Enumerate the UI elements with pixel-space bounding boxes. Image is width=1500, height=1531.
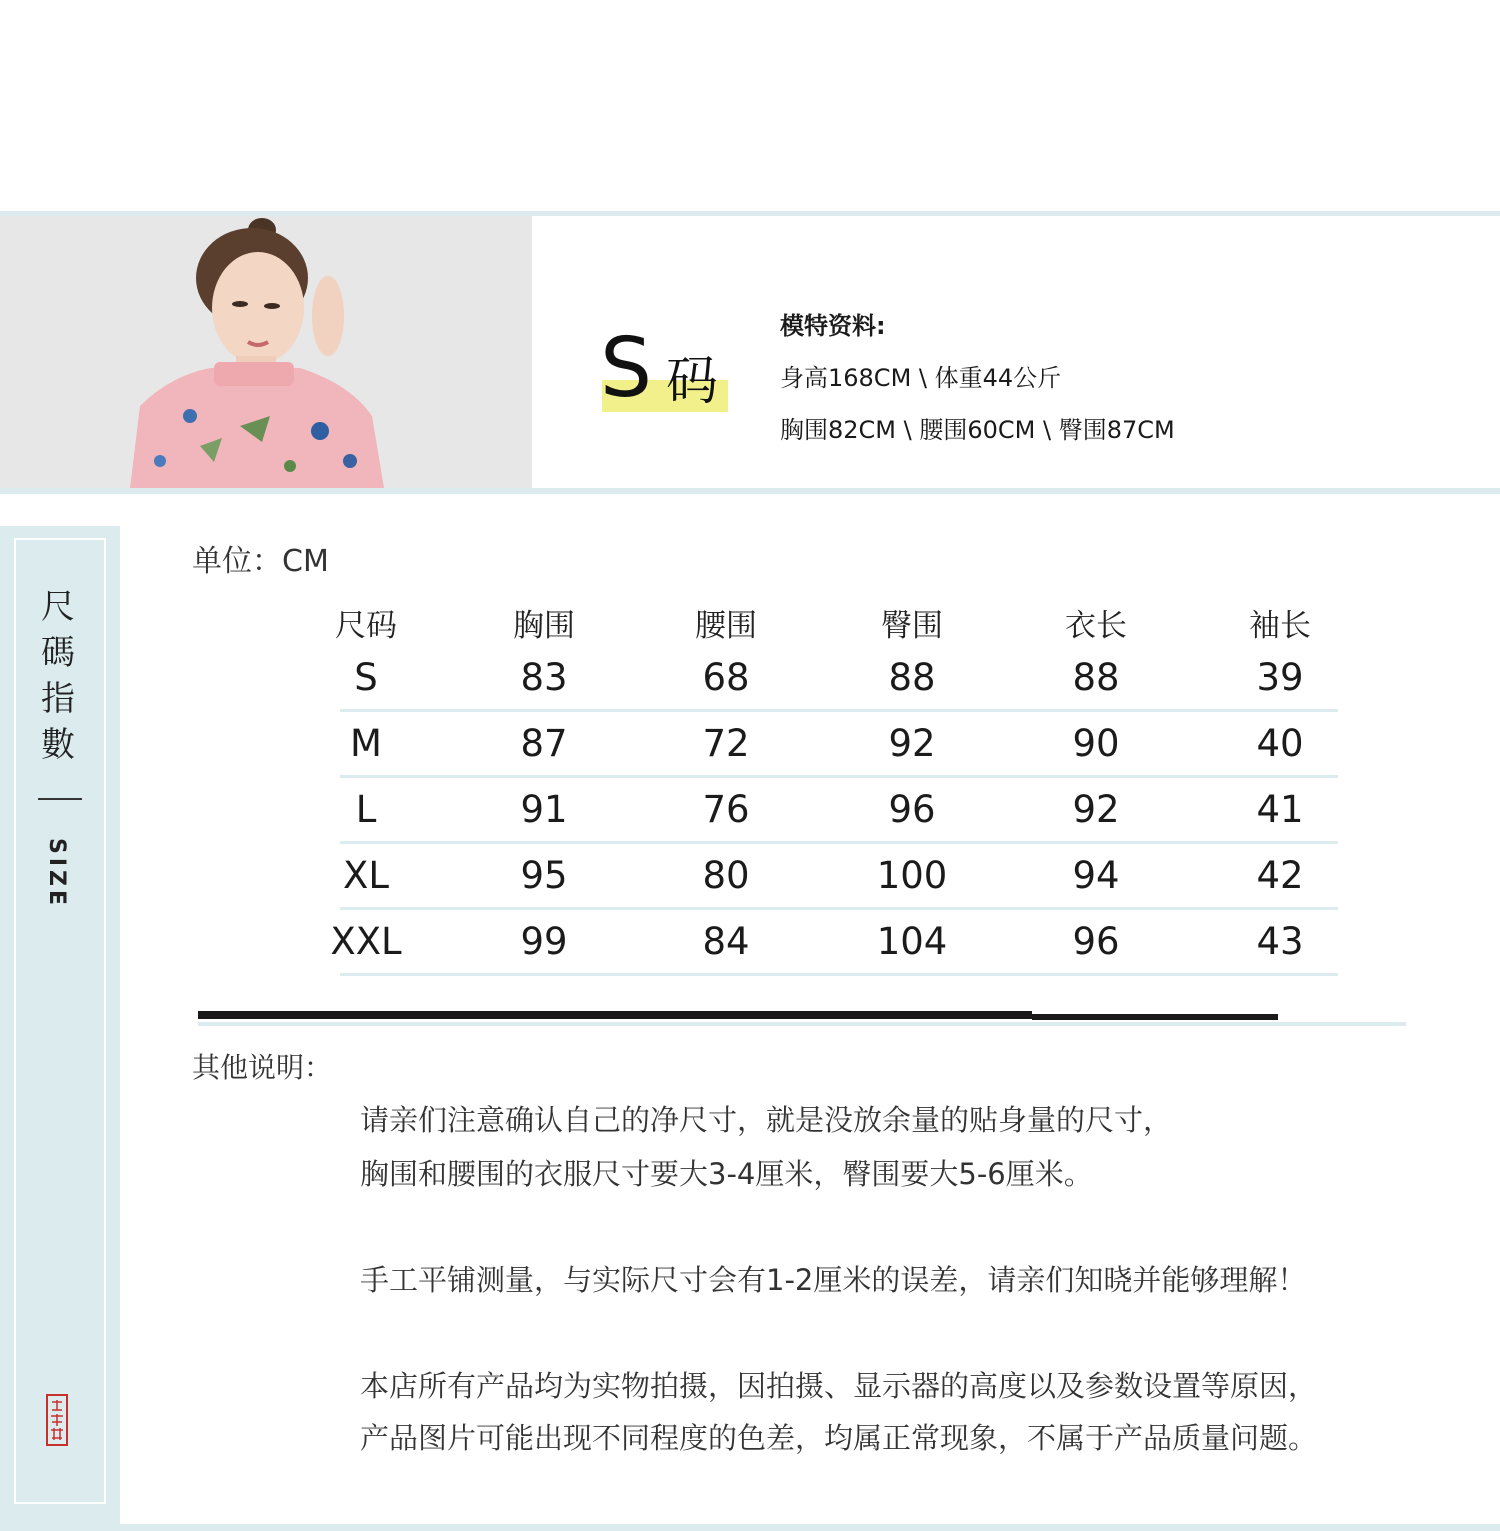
- table-bottom-rule: [198, 1011, 1032, 1019]
- cell-length: 94: [1072, 854, 1120, 897]
- cell-length: 90: [1072, 722, 1120, 765]
- table-bottom-rule-secondary: [1032, 1014, 1278, 1020]
- side-size-label: SIZE: [44, 838, 69, 910]
- header-waist: 腰围: [695, 608, 757, 644]
- note-line: 本店所有产品均为实物拍摄，因拍摄、显示器的高度以及参数设置等原因，: [360, 1369, 1318, 1403]
- cell-hip: 96: [888, 788, 936, 831]
- cell-hip: 100: [876, 854, 948, 897]
- side-dash: [38, 798, 82, 800]
- header-bust: 胸围: [513, 608, 575, 644]
- table-header: [296, 590, 1356, 650]
- cell-bust: 91: [520, 788, 568, 831]
- cell-sleeve: 43: [1256, 920, 1304, 963]
- side-panel: [0, 526, 120, 1524]
- table-row: [296, 646, 1356, 712]
- cell-sleeve: 41: [1256, 788, 1304, 831]
- side-title: 尺碼指數: [41, 587, 75, 765]
- row-divider: [340, 973, 1338, 976]
- cell-bust: 95: [520, 854, 568, 897]
- cell-bust: 99: [520, 920, 568, 963]
- seal-stamp: [46, 1394, 68, 1446]
- cell-waist: 80: [702, 854, 750, 897]
- header-sleeve: 袖长: [1249, 608, 1311, 644]
- table-row: [296, 778, 1356, 844]
- size-char: 码: [666, 352, 719, 412]
- cell-length: 92: [1072, 788, 1120, 831]
- model-info-title: 模特资料:: [780, 312, 886, 340]
- header-size: 尺码: [335, 608, 397, 644]
- size-badge: [600, 321, 740, 420]
- cell-hip: 92: [888, 722, 936, 765]
- seal-icon: [48, 1396, 66, 1444]
- note-line: 胸围和腰围的衣服尺寸要大3-4厘米，臀围要大5-6厘米。: [360, 1157, 1093, 1191]
- cell-size: L: [355, 788, 377, 831]
- table-row: [296, 844, 1356, 910]
- model-illustration: [0, 216, 532, 488]
- cell-size: XL: [343, 854, 389, 897]
- cell-waist: 68: [702, 656, 750, 699]
- cell-sleeve: 42: [1256, 854, 1304, 897]
- cell-waist: 76: [702, 788, 750, 831]
- header-length: 衣长: [1065, 608, 1127, 644]
- table-bottom-band: [198, 1022, 1406, 1026]
- cell-bust: 87: [520, 722, 568, 765]
- cell-length: 96: [1072, 920, 1120, 963]
- model-photo: [0, 216, 532, 488]
- cell-hip: 104: [876, 920, 948, 963]
- model-info-measurements: 胸围82CM \ 腰围60CM \ 臀围87CM: [780, 416, 1175, 444]
- note-line: 产品图片可能出现不同程度的色差，均属正常现象，不属于产品质量问题。: [360, 1421, 1318, 1455]
- table-row: [296, 910, 1356, 976]
- model-info-height-weight: 身高168CM \ 体重44公斤: [780, 364, 1062, 392]
- cell-length: 88: [1072, 656, 1120, 699]
- cell-hip: 88: [888, 656, 936, 699]
- cell-size: M: [350, 722, 382, 765]
- cell-bust: 83: [520, 656, 568, 699]
- cell-waist: 72: [702, 722, 750, 765]
- notes-title: 其他说明：: [192, 1051, 333, 1084]
- note-line: 手工平铺测量，与实际尺寸会有1-2厘米的误差，请亲们知晓并能够理解！: [360, 1263, 1307, 1297]
- cell-size: S: [354, 656, 378, 699]
- model-info: [780, 306, 1175, 462]
- middle-divider: [0, 488, 1500, 494]
- cell-waist: 84: [702, 920, 750, 963]
- unit-label: 单位：CM: [192, 544, 329, 579]
- table-row: [296, 712, 1356, 778]
- note-line: 请亲们注意确认自己的净尺寸，就是没放余量的贴身量的尺寸，: [360, 1103, 1173, 1137]
- cell-size: XXL: [330, 920, 402, 963]
- cell-sleeve: 40: [1256, 722, 1304, 765]
- bottom-divider: [0, 1524, 1500, 1531]
- cell-sleeve: 39: [1256, 656, 1304, 699]
- header-hip: 臀围: [881, 608, 943, 644]
- size-letter: S: [600, 321, 653, 416]
